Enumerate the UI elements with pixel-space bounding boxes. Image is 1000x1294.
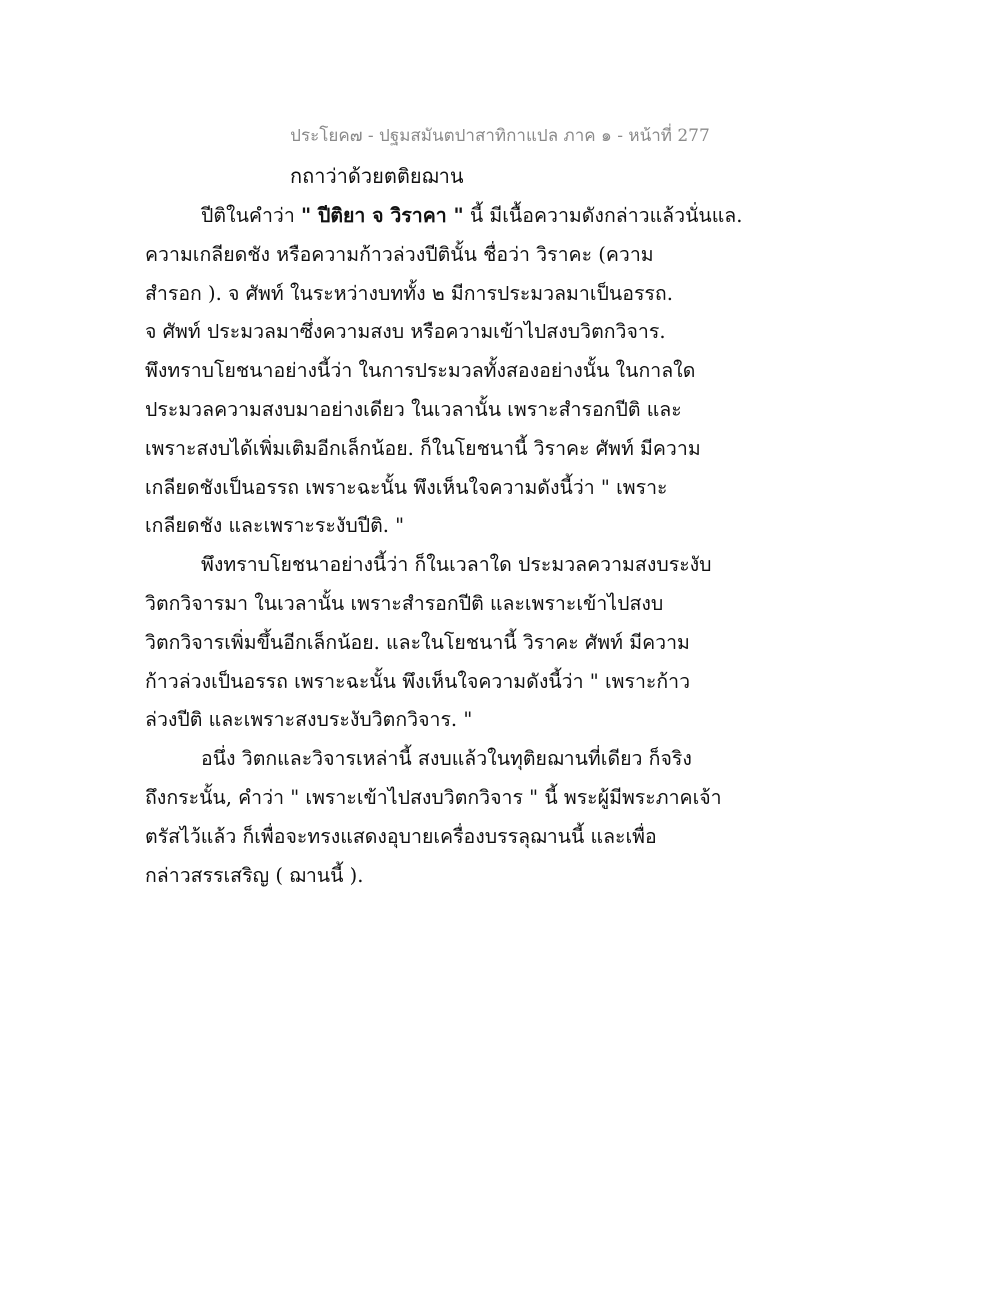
section-heading: กถาว่าด้วยตติยฌาน bbox=[290, 164, 464, 188]
body-text bbox=[145, 197, 865, 895]
paragraph-line: ประมวลความสงบมาอย่างเดียว ในเวลานั้น เพราะสำรอกปีติ และ bbox=[145, 397, 682, 421]
paragraph-line: ล่วงปีติ และเพราะสงบระงับวิตกวิจาร. " bbox=[145, 708, 473, 732]
paragraph-line: ก้าวล่วงเป็นอรรถ เพราะฉะนั้น พึงเห็นใจความดังนี้ว่า " เพราะก้าว bbox=[145, 669, 691, 693]
paragraph-line: พึงทราบโยชนาอย่างนี้ว่า ในการประมวลทั้งสองอย่างนั้น ในกาลใด bbox=[145, 359, 696, 383]
line-text: นี้ มีเนื้อความดังกล่าวแล้วนั่นแล. bbox=[463, 204, 743, 227]
paragraph-line: วิตกวิจารมา ในเวลานั้น เพราะสำรอกปีติ และเพราะเข้าไปสงบ bbox=[145, 591, 664, 615]
running-header: ประโยค๗ - ปฐมสมันตปาสาทิกาแปล ภาค ๑ - หน้าที่ 277 bbox=[290, 126, 710, 146]
paragraph-line: กล่าวสรรเสริญ ( ฌานนี้ ). bbox=[145, 863, 364, 887]
paragraph-line: วิตกวิจารเพิ่มขึ้นอีกเล็กน้อย. และในโยชนานี้ วิราคะ ศัพท์ มีความ bbox=[145, 630, 690, 654]
line-text: ปีติในคำว่า bbox=[201, 204, 301, 227]
paragraph-line bbox=[145, 197, 865, 236]
paragraph-line: จ ศัพท์ ประมวลมาซึ่งความสงบ หรือความเข้าไปสงบวิตกวิจาร. bbox=[145, 320, 666, 344]
paragraph-line: ถึงกระนั้น, คำว่า " เพราะเข้าไปสงบวิตกวิจาร " นี้ พระผู้มีพระภาคเจ้า bbox=[145, 785, 722, 809]
quoted-term: " ปีติยา จ วิราคา " bbox=[301, 204, 464, 227]
paragraph-line: สำรอก ). จ ศัพท์ ในระหว่างบททั้ง ๒ มีการประมวลมาเป็นอรรถ. bbox=[145, 281, 673, 305]
paragraph-line: เกลียดชัง และเพราะระงับปีติ. " bbox=[145, 514, 405, 538]
paragraph-line: เกลียดชังเป็นอรรถ เพราะฉะนั้น พึงเห็นใจความดังนี้ว่า " เพราะ bbox=[145, 475, 668, 499]
paragraph-line: ตรัสไว้แล้ว ก็เพื่อจะทรงแสดงอุบายเครื่องบรรลุฌานนี้ และเพื่อ bbox=[145, 824, 657, 848]
paragraph-line: พึงทราบโยชนาอย่างนี้ว่า ก็ในเวลาใด ประมวลความสงบระงับ bbox=[201, 553, 712, 577]
paragraph-line: เพราะสงบได้เพิ่มเติมอีกเล็กน้อย. ก็ในโยชนานี้ วิราคะ ศัพท์ มีความ bbox=[145, 436, 701, 460]
paragraph-line: ความเกลียดชัง หรือความก้าวล่วงปีตินั้น ชื่อว่า วิราคะ (ความ bbox=[145, 242, 654, 266]
paragraph-line: อนึ่ง วิตกและวิจารเหล่านี้ สงบแล้วในทุติยฌานที่เดียว ก็จริง bbox=[201, 747, 692, 771]
